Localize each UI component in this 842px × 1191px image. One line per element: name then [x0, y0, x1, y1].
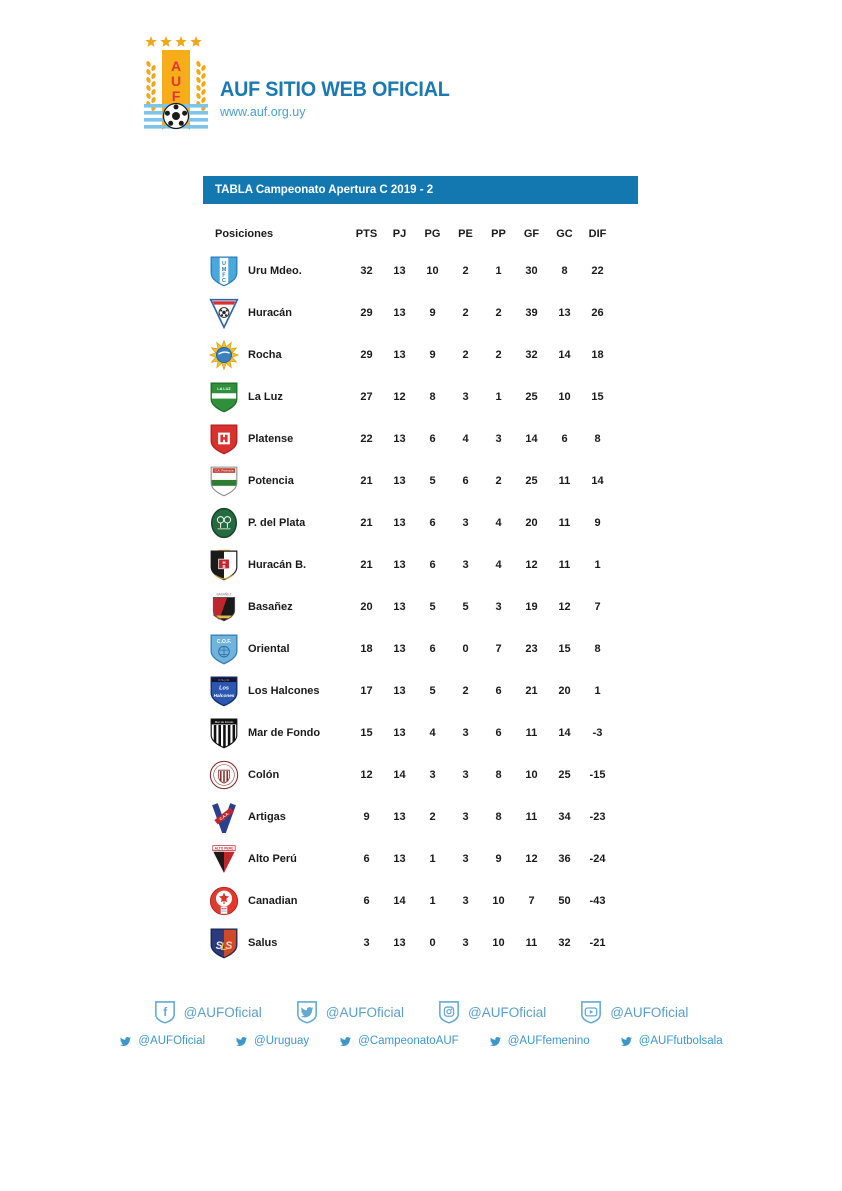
social-handle: @AUFOficial — [183, 1004, 262, 1020]
stat-cell: 14 — [558, 727, 571, 739]
stat-cell: 5 — [462, 601, 469, 613]
stat-cell: 14 — [591, 475, 604, 487]
stat-cell: 21 — [360, 475, 373, 487]
stat-cell: 9 — [429, 349, 436, 361]
table-row — [203, 796, 638, 838]
stat-cell: 11 — [558, 559, 571, 571]
crest-oriental-icon — [209, 633, 239, 665]
social-link-facebook[interactable] — [154, 1000, 262, 1024]
stat-cell: 17 — [360, 685, 373, 697]
svg-text:ALTO PERÚ: ALTO PERÚ — [214, 846, 234, 851]
svg-text:C.A.A.: C.A.A. — [218, 811, 230, 822]
stat-cell: 14 — [525, 433, 538, 445]
team-name: Huracán — [248, 307, 293, 319]
stat-cell: 15 — [591, 391, 604, 403]
team-cell — [203, 549, 350, 581]
stat-cell: 13 — [558, 307, 571, 319]
stat-cell: 19 — [525, 601, 538, 613]
svg-text:BASAÑEZ: BASAÑEZ — [216, 592, 232, 597]
stat-cell: 11 — [558, 517, 571, 529]
stat-cell: 6 — [363, 853, 370, 865]
stat-cell: 18 — [360, 643, 373, 655]
social-link-twitter[interactable] — [339, 1035, 459, 1047]
stat-cell: 9 — [495, 853, 502, 865]
social-handle: @AUFOficial — [325, 1004, 404, 1020]
social-handle: @AUFOficial — [138, 1035, 206, 1047]
svg-text:Halcones: Halcones — [213, 692, 235, 698]
stat-cell: 3 — [462, 937, 469, 949]
stat-cell: 4 — [495, 559, 502, 571]
stat-cell: 4 — [429, 727, 436, 739]
stat-cell: 10 — [558, 391, 571, 403]
stat-cell: 13 — [393, 559, 406, 571]
stat-cell: -23 — [589, 811, 606, 823]
social-link-twitter[interactable] — [620, 1035, 723, 1047]
stat-cell: 2 — [429, 811, 436, 823]
svg-text:C.S.y D.: C.S.y D. — [218, 678, 230, 683]
table-row — [203, 292, 638, 334]
crest-potencia-icon — [209, 465, 239, 497]
crest-artigas-icon — [209, 801, 239, 833]
twitter-icon — [296, 1000, 318, 1024]
stat-cell: 9 — [363, 811, 370, 823]
table-row — [203, 586, 638, 628]
social-bar-secondary — [0, 1035, 842, 1047]
stat-cell: 2 — [462, 685, 469, 697]
stat-cell: 3 — [462, 811, 469, 823]
stat-cell: 8 — [495, 769, 502, 781]
youtube-icon — [580, 1000, 602, 1024]
svg-text:L: L — [220, 940, 228, 953]
stat-cell: 6 — [429, 433, 436, 445]
stat-cell: 21 — [525, 685, 538, 697]
twitter-icon — [339, 1036, 352, 1047]
social-link-youtube[interactable] — [580, 1000, 688, 1024]
stat-cell: 3 — [429, 769, 436, 781]
brand-title: AUF SITIO WEB OFICIAL — [220, 78, 450, 101]
team-name: Colón — [248, 769, 280, 781]
table-row — [203, 334, 638, 376]
stat-cell: 8 — [429, 391, 436, 403]
column-header-pj: PJ — [392, 228, 407, 240]
team-cell — [203, 717, 350, 749]
team-name: Uru Mdeo. — [248, 265, 302, 277]
stat-cell: 12 — [360, 769, 373, 781]
column-header-pg: PG — [424, 228, 441, 240]
stat-cell: 8 — [495, 811, 502, 823]
crest-mar-de-fondo-icon — [209, 717, 239, 749]
stat-cell: 22 — [360, 433, 373, 445]
stat-cell: 6 — [363, 895, 370, 907]
stat-cell: 34 — [558, 811, 571, 823]
team-cell — [203, 843, 350, 875]
stat-cell: 6 — [495, 685, 502, 697]
svg-text:C.O.F.: C.O.F. — [216, 638, 232, 645]
stat-cell: 3 — [495, 601, 502, 613]
stat-cell: 8 — [561, 265, 568, 277]
svg-text:F: F — [171, 88, 181, 104]
stat-cell: 13 — [393, 685, 406, 697]
column-header-gc: GC — [556, 228, 573, 240]
team-name: Rocha — [248, 349, 282, 361]
stat-cell: 2 — [462, 265, 469, 277]
table-row — [203, 250, 638, 292]
stat-cell: 4 — [495, 517, 502, 529]
crest-rocha-icon — [209, 339, 239, 371]
stat-cell: -15 — [589, 769, 606, 781]
svg-text:H: H — [222, 559, 226, 565]
team-name: Huracán B. — [248, 559, 307, 571]
table-row — [203, 502, 638, 544]
stat-cell: 32 — [360, 265, 373, 277]
stat-cell: 32 — [525, 349, 538, 361]
stat-cell: 13 — [393, 307, 406, 319]
stat-cell: 5 — [429, 475, 436, 487]
stat-cell: 14 — [393, 895, 406, 907]
stat-cell: 3 — [462, 853, 469, 865]
table-row — [203, 418, 638, 460]
stat-cell: 3 — [462, 727, 469, 739]
crest-uru-mdeo-icon — [209, 255, 239, 287]
stat-cell: 15 — [360, 727, 373, 739]
svg-text:Los: Los — [219, 685, 229, 692]
crest-huracan-b-icon — [209, 549, 239, 581]
column-header-dif: DIF — [588, 228, 607, 240]
stat-cell: 14 — [558, 349, 571, 361]
svg-text:C.A. Potencia: C.A. Potencia — [214, 468, 234, 473]
stat-cell: 25 — [525, 391, 538, 403]
stat-cell: 20 — [525, 517, 538, 529]
stat-cell: 3 — [462, 391, 469, 403]
column-header-pe: PE — [458, 228, 473, 240]
team-name: Oriental — [248, 643, 290, 655]
stat-cell: 10 — [492, 937, 505, 949]
table-title: TABLA Campeonato Apertura C 2019 - 2 — [215, 184, 434, 196]
social-handle: @AUFfutbolsala — [638, 1035, 723, 1047]
stat-cell: 1 — [594, 685, 601, 697]
twitter-icon — [119, 1036, 132, 1047]
stat-cell: 1 — [594, 559, 601, 571]
stat-cell: 39 — [525, 307, 538, 319]
svg-text:U: U — [170, 73, 182, 89]
team-cell — [203, 801, 350, 833]
svg-text:B: B — [222, 564, 226, 570]
stat-cell: 1 — [495, 265, 502, 277]
column-header-pp: PP — [491, 228, 506, 240]
stat-cell: 2 — [495, 307, 502, 319]
team-name: Canadian — [248, 895, 298, 907]
stat-cell: 30 — [525, 265, 538, 277]
stat-cell: 7 — [594, 601, 601, 613]
stat-cell: 8 — [594, 643, 601, 655]
stat-cell: 13 — [393, 853, 406, 865]
stat-cell: 10 — [492, 895, 505, 907]
svg-text:S: S — [225, 939, 233, 952]
stat-cell: 2 — [495, 475, 502, 487]
stat-cell: 25 — [525, 475, 538, 487]
stat-cell: 9 — [429, 307, 436, 319]
stat-cell: 6 — [462, 475, 469, 487]
svg-text:U: U — [222, 261, 226, 268]
crest-colon-icon — [209, 759, 239, 791]
stat-cell: 13 — [393, 937, 406, 949]
stat-cell: 3 — [462, 769, 469, 781]
stat-cell: 29 — [360, 307, 373, 319]
stat-cell: 5 — [429, 685, 436, 697]
table-row — [203, 754, 638, 796]
social-link-twitter[interactable] — [235, 1035, 309, 1047]
social-link-twitter[interactable] — [296, 1000, 404, 1024]
stat-cell: 3 — [363, 937, 370, 949]
stat-cell: 13 — [393, 475, 406, 487]
crest-platense-icon — [209, 423, 239, 455]
stat-cell: 0 — [462, 643, 469, 655]
social-handle: @CampeonatoAUF — [358, 1035, 459, 1047]
table-row — [203, 460, 638, 502]
stat-cell: 26 — [591, 307, 604, 319]
crest-p-del-plata-icon — [209, 507, 239, 539]
crest-los-halcones-icon — [209, 675, 239, 707]
stat-cell: 12 — [525, 559, 538, 571]
brand-block — [220, 78, 464, 119]
table-row — [203, 670, 638, 712]
stat-cell: 13 — [393, 727, 406, 739]
stat-cell: 7 — [495, 643, 502, 655]
team-cell — [203, 255, 350, 287]
stat-cell: 21 — [360, 517, 373, 529]
stat-cell: 27 — [360, 391, 373, 403]
stat-cell: 22 — [591, 265, 604, 277]
stat-cell: 36 — [558, 853, 571, 865]
team-cell — [203, 885, 350, 917]
column-header-pts: PTS — [355, 228, 378, 240]
social-handle: @AUFOficial — [468, 1004, 547, 1020]
facebook-icon — [154, 1000, 176, 1024]
stat-cell: -43 — [589, 895, 606, 907]
table-header-row — [203, 228, 638, 240]
stat-cell: 18 — [591, 349, 604, 361]
team-cell — [203, 339, 350, 371]
social-bar-primary — [0, 1000, 842, 1024]
stat-cell: 29 — [360, 349, 373, 361]
social-link-instagram[interactable] — [438, 1000, 546, 1024]
stat-cell: 11 — [525, 727, 538, 739]
instagram-icon — [438, 1000, 460, 1024]
stat-cell: 3 — [462, 517, 469, 529]
stat-cell: 13 — [393, 517, 406, 529]
stat-cell: 12 — [558, 601, 571, 613]
stat-cell: 2 — [462, 349, 469, 361]
team-cell — [203, 507, 350, 539]
stat-cell: 3 — [462, 559, 469, 571]
svg-text:LA LUZ: LA LUZ — [217, 387, 231, 392]
brand-url: www.auf.org.uy — [220, 105, 306, 119]
stat-cell: 13 — [393, 265, 406, 277]
team-name: P. del Plata — [248, 517, 306, 529]
stat-cell: 6 — [429, 559, 436, 571]
stat-cell: 50 — [558, 895, 571, 907]
stat-cell: 5 — [429, 601, 436, 613]
social-handle: @AUFOficial — [610, 1004, 689, 1020]
stat-cell: 7 — [528, 895, 535, 907]
stat-cell: 20 — [558, 685, 571, 697]
svg-text:F: F — [222, 272, 226, 279]
table-row — [203, 628, 638, 670]
stat-cell: 8 — [594, 433, 601, 445]
team-name: Artigas — [248, 811, 286, 823]
stat-cell: 2 — [462, 307, 469, 319]
table-title-bar — [203, 176, 638, 204]
crest-basanez-icon — [209, 591, 239, 623]
team-cell — [203, 297, 350, 329]
twitter-icon — [620, 1036, 633, 1047]
stat-cell: -3 — [592, 727, 603, 739]
social-handle: @AUFfemenino — [507, 1035, 590, 1047]
svg-text:C: C — [222, 278, 226, 285]
team-name: La Luz — [248, 391, 283, 403]
team-name: Potencia — [248, 475, 294, 487]
stat-cell: 12 — [393, 391, 406, 403]
column-header-gf: GF — [523, 228, 540, 240]
stat-cell: 11 — [525, 811, 538, 823]
crest-huracan-icon — [209, 297, 239, 329]
stat-cell: -21 — [589, 937, 606, 949]
team-cell — [203, 927, 350, 959]
stat-cell: 13 — [393, 349, 406, 361]
stat-cell: 20 — [360, 601, 373, 613]
svg-text:Mar de Fondo: Mar de Fondo — [214, 720, 234, 725]
social-link-twitter[interactable] — [489, 1035, 590, 1047]
table-row — [203, 376, 638, 418]
stat-cell: 6 — [429, 643, 436, 655]
team-name: Mar de Fondo — [248, 727, 321, 739]
stat-cell: 6 — [561, 433, 568, 445]
stat-cell: 10 — [426, 265, 439, 277]
stat-cell: 3 — [495, 433, 502, 445]
team-name: Basañez — [248, 601, 293, 613]
team-cell — [203, 381, 350, 413]
team-name: Platense — [248, 433, 294, 445]
column-header-posiciones: Posiciones — [215, 228, 274, 240]
svg-text:f: f — [162, 1005, 167, 1020]
stat-cell: 32 — [558, 937, 571, 949]
stat-cell: 0 — [429, 937, 436, 949]
stat-cell: 1 — [429, 853, 436, 865]
stat-cell: -24 — [589, 853, 606, 865]
standings-table — [203, 250, 638, 964]
stat-cell: 11 — [558, 475, 571, 487]
team-cell — [203, 591, 350, 623]
social-link-twitter[interactable] — [119, 1035, 205, 1047]
crest-salus-icon — [209, 927, 239, 959]
stat-cell: 21 — [360, 559, 373, 571]
stat-cell: 3 — [462, 895, 469, 907]
table-row — [203, 712, 638, 754]
team-cell — [203, 423, 350, 455]
svg-text:A: A — [170, 58, 182, 74]
stat-cell: 13 — [393, 811, 406, 823]
stat-cell: 10 — [525, 769, 538, 781]
team-cell — [203, 633, 350, 665]
team-cell — [203, 675, 350, 707]
crest-canadian-icon — [209, 885, 239, 917]
stat-cell: 1 — [429, 895, 436, 907]
stat-cell: 14 — [393, 769, 406, 781]
svg-text:S: S — [215, 939, 223, 952]
auf-logo — [140, 30, 212, 142]
team-cell — [203, 759, 350, 791]
stat-cell: 13 — [393, 601, 406, 613]
crest-la-luz-icon — [209, 381, 239, 413]
team-name: Los Halcones — [248, 685, 320, 697]
table-row — [203, 838, 638, 880]
team-cell — [203, 465, 350, 497]
stat-cell: 6 — [429, 517, 436, 529]
stat-cell: 11 — [525, 937, 538, 949]
stat-cell: 4 — [462, 433, 469, 445]
team-name: Alto Perú — [248, 853, 297, 865]
table-row — [203, 922, 638, 964]
crest-alto-peru-icon — [209, 843, 239, 875]
social-handle: @Uruguay — [254, 1035, 310, 1047]
twitter-icon — [489, 1036, 502, 1047]
stat-cell: 6 — [495, 727, 502, 739]
stat-cell: 23 — [525, 643, 538, 655]
stat-cell: 13 — [393, 433, 406, 445]
stat-cell: 1 — [495, 391, 502, 403]
table-row — [203, 880, 638, 922]
twitter-icon — [235, 1036, 248, 1047]
stat-cell: 25 — [558, 769, 571, 781]
stat-cell: 15 — [558, 643, 571, 655]
stat-cell: 9 — [594, 517, 601, 529]
svg-text:M: M — [221, 266, 227, 273]
table-row — [203, 544, 638, 586]
stat-cell: 2 — [495, 349, 502, 361]
stat-cell: 13 — [393, 643, 406, 655]
team-name: Salus — [248, 937, 278, 949]
stat-cell: 12 — [525, 853, 538, 865]
